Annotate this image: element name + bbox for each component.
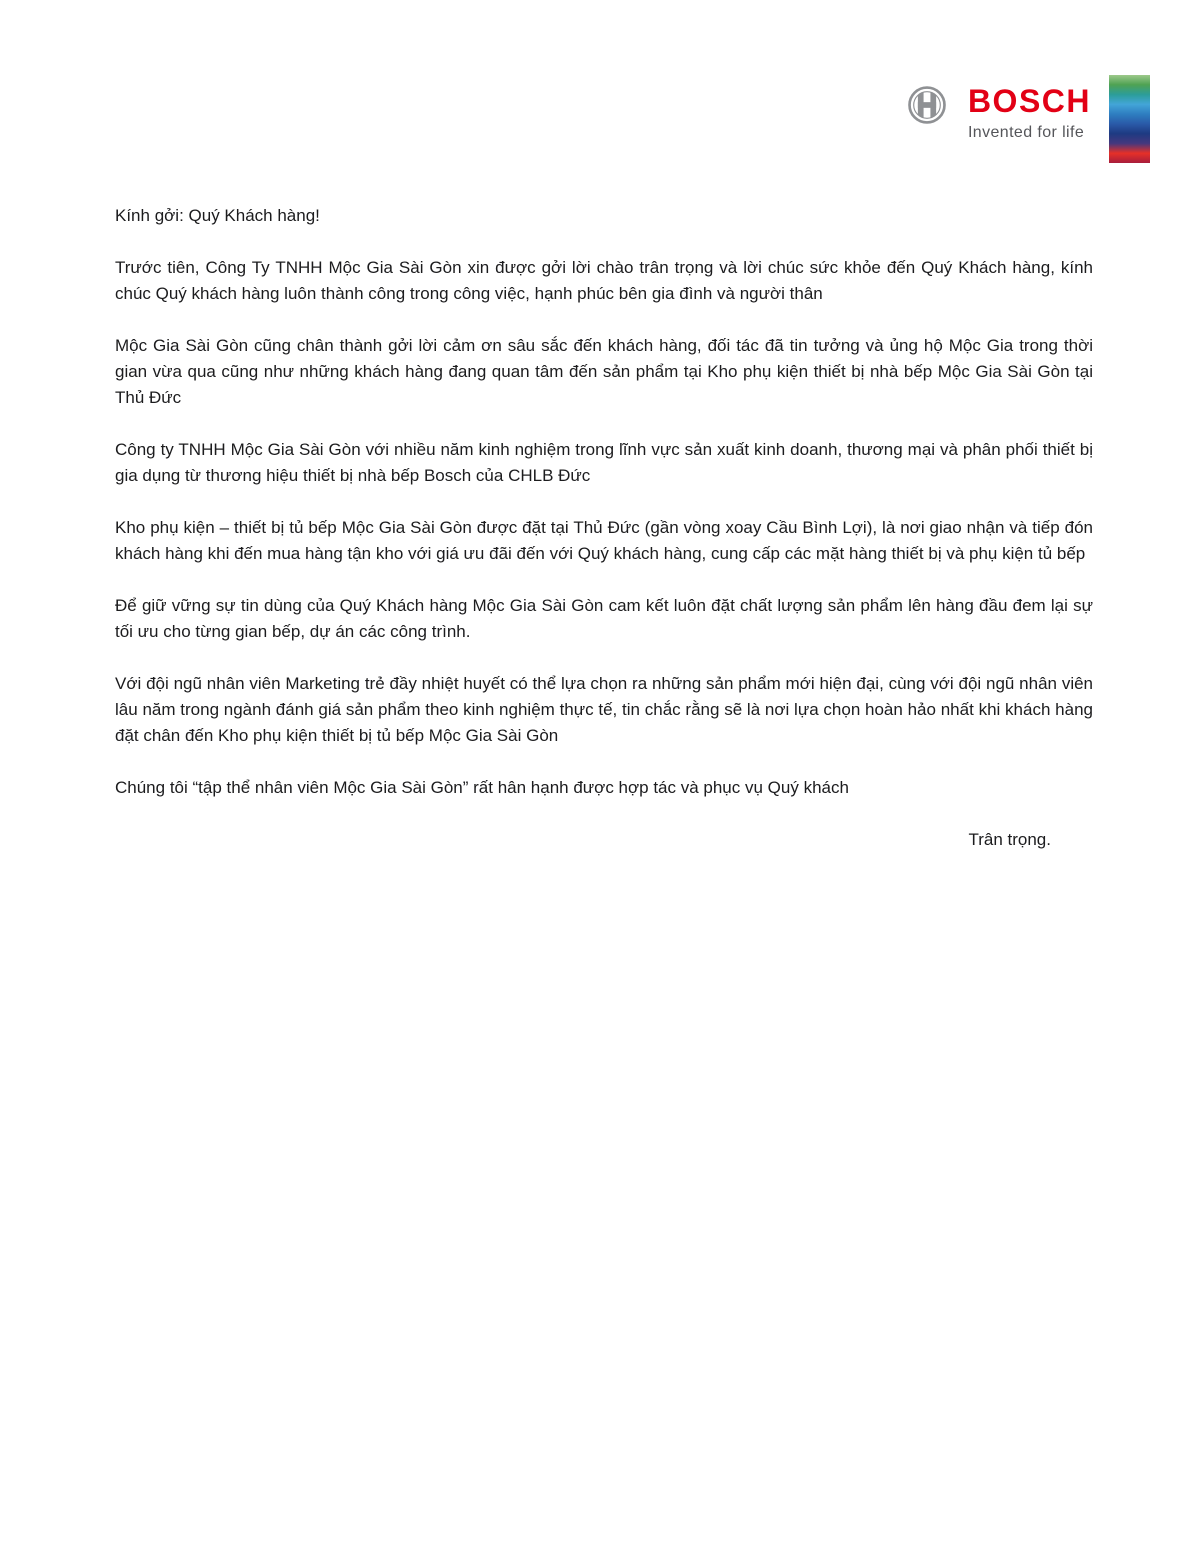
letter-paragraph: Trước tiên, Công Ty TNHH Mộc Gia Sài Gòn xin được gởi lời chào trân trọng và lời chúc sức khỏe đến Quý Khách hàng, kính chúc Quý khách hàng luôn thành công trong công việc, hạnh phúc bên gia đình và người thân	[115, 258, 1093, 303]
letter-paragraph: Chúng tôi “tập thể nhân viên Mộc Gia Sài Gòn” rất hân hạnh được hợp tác và phục vụ Quý khách	[115, 778, 849, 797]
bosch-colorbar	[1109, 75, 1150, 163]
letter-paragraph: Công ty TNHH Mộc Gia Sài Gòn với nhiều năm kinh nghiệm trong lĩnh vực sản xuất kinh doanh, thương mại và phân phối thiết bị gia dụng từ thương hiệu thiết bị nhà bếp Bosch của CHLB Đức	[115, 440, 1093, 485]
bosch-brand-column	[968, 85, 1091, 142]
letter-greeting: Kính gởi: Quý Khách hàng!	[115, 206, 320, 225]
bosch-anchor-icon	[908, 86, 946, 124]
letter-paragraph: Mộc Gia Sài Gòn cũng chân thành gởi lời cảm ơn sâu sắc đến khách hàng, đối tác đã tin tưởng và ủng hộ Mộc Gia trong thời gian vừa qua cũng như những khách hàng đang quan tâm đến sản phẩm tại Kho phụ kiện thiết bị nhà bếp Mộc Gia Sài Gòn tại Thủ Đức	[115, 336, 1093, 407]
letter-paragraph: Để giữ vững sự tin dùng của Quý Khách hàng Mộc Gia Sài Gòn cam kết luôn đặt chất lượng sản phẩm lên hàng đầu đem lại sự tối ưu cho từng gian bếp, dự án các công trình.	[115, 596, 1093, 641]
letter-paragraph: Kho phụ kiện – thiết bị tủ bếp Mộc Gia Sài Gòn được đặt tại Thủ Đức (gần vòng xoay Cầu Bình Lợi), là nơi giao nhận và tiếp đón khách hàng khi đến mua hàng tận kho với giá ưu đãi đến với Quý khách hàng, cung cấp các mặt hàng thiết bị và phụ kiện tủ bếp	[115, 518, 1093, 563]
letter-paragraph: Với đội ngũ nhân viên Marketing trẻ đầy nhiệt huyết có thể lựa chọn ra những sản phẩm mới hiện đại, cùng với đội ngũ nhân viên lâu năm trong ngành đánh giá sản phẩm theo kinh nghiệm thực tế, tin chắc rằng sẽ là nơi lựa chọn hoàn hảo nhất khi khách hàng đặt chân đến Kho phụ kiện thiết bị tủ bếp Mộc Gia Sài Gòn	[115, 674, 1093, 745]
bosch-logo	[908, 75, 1150, 163]
letter-closing: Trân trọng.	[968, 830, 1051, 849]
bosch-tagline: Invented for life	[967, 124, 1085, 141]
bosch-wordmark: BOSCH	[967, 83, 1091, 119]
letter-body	[115, 203, 1093, 879]
